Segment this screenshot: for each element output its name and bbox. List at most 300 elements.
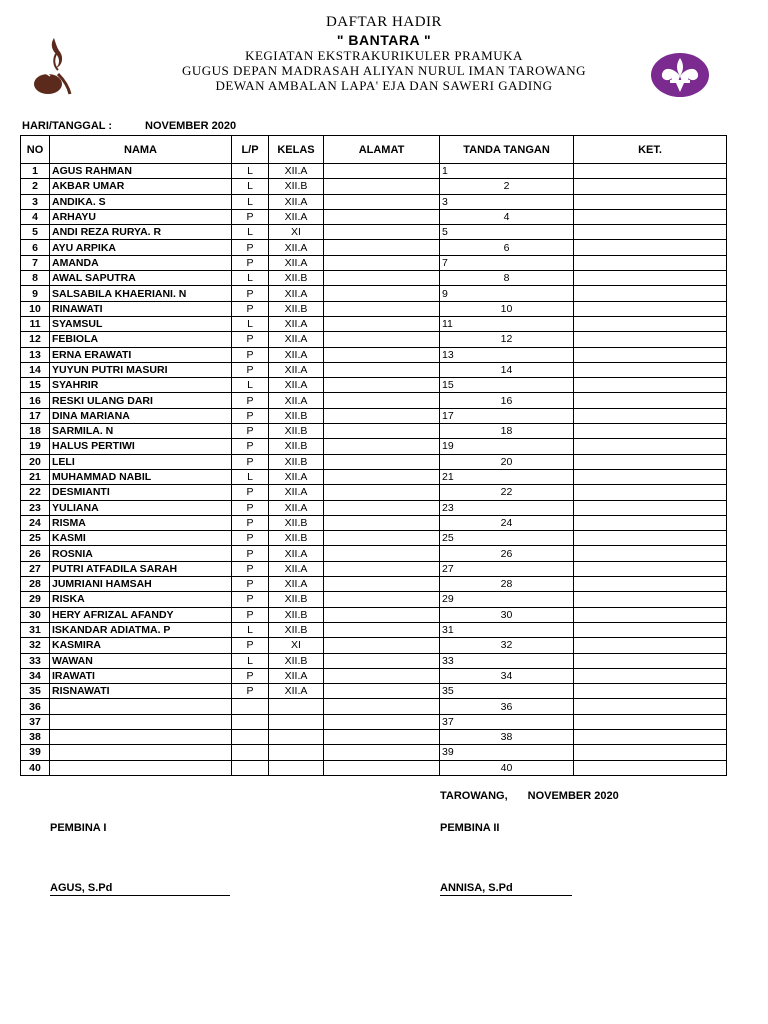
header-tanda-tangan: TANDA TANGAN <box>440 136 574 164</box>
student-address <box>324 515 440 530</box>
table-row <box>21 347 727 362</box>
row-number: 3 <box>21 194 50 209</box>
table-row <box>21 454 727 469</box>
table-row <box>21 577 727 592</box>
table-row <box>21 714 727 729</box>
row-number: 30 <box>21 607 50 622</box>
signature-cell: 27 <box>440 561 574 576</box>
table-row <box>21 638 727 653</box>
student-gender: P <box>232 408 269 423</box>
student-name: SYAMSUL <box>50 316 232 331</box>
signature-cell: 15 <box>440 378 574 393</box>
student-class <box>269 760 324 775</box>
table-row <box>21 179 727 194</box>
student-name: ROSNIA <box>50 546 232 561</box>
remark-cell <box>574 179 727 194</box>
row-number: 25 <box>21 531 50 546</box>
student-address <box>324 408 440 423</box>
student-class: XII.A <box>269 561 324 576</box>
remark-cell <box>574 439 727 454</box>
row-number: 32 <box>21 638 50 653</box>
student-name: HERY AFRIZAL AFANDY <box>50 607 232 622</box>
remark-cell <box>574 164 727 179</box>
student-name: FEBIOLA <box>50 332 232 347</box>
student-address <box>324 531 440 546</box>
student-address <box>324 745 440 760</box>
student-name: KASMI <box>50 531 232 546</box>
student-address <box>324 729 440 744</box>
row-number: 8 <box>21 271 50 286</box>
signature-cell: 21 <box>440 469 574 484</box>
row-number: 9 <box>21 286 50 301</box>
remark-cell <box>574 424 727 439</box>
student-address <box>324 638 440 653</box>
table-row <box>21 393 727 408</box>
table-row <box>21 271 727 286</box>
row-number: 26 <box>21 546 50 561</box>
table-row <box>21 469 727 484</box>
student-address <box>324 362 440 377</box>
student-name: AWAL SAPUTRA <box>50 271 232 286</box>
student-name: RISNAWATI <box>50 684 232 699</box>
student-name: AKBAR UMAR <box>50 179 232 194</box>
signature-cell: 5 <box>440 225 574 240</box>
student-class: XII.A <box>269 332 324 347</box>
student-gender: P <box>232 500 269 515</box>
student-name: LELI <box>50 454 232 469</box>
remark-cell <box>574 225 727 240</box>
remark-cell <box>574 699 727 714</box>
row-number: 36 <box>21 699 50 714</box>
student-gender: L <box>232 469 269 484</box>
signature-place-date <box>440 790 619 802</box>
row-number: 12 <box>21 332 50 347</box>
student-class: XII.A <box>269 485 324 500</box>
student-class: XII.A <box>269 164 324 179</box>
signature-cell: 7 <box>440 255 574 270</box>
student-class: XII.A <box>269 378 324 393</box>
student-address <box>324 469 440 484</box>
row-number: 18 <box>21 424 50 439</box>
remark-cell <box>574 209 727 224</box>
student-class: XII.B <box>269 622 324 637</box>
student-name: RINAWATI <box>50 301 232 316</box>
remark-cell <box>574 286 727 301</box>
student-name: SYAHRIR <box>50 378 232 393</box>
student-gender: L <box>232 378 269 393</box>
student-address <box>324 577 440 592</box>
remark-cell <box>574 561 727 576</box>
student-class: XII.B <box>269 179 324 194</box>
remark-cell <box>574 546 727 561</box>
remark-cell <box>574 515 727 530</box>
table-row <box>21 561 727 576</box>
signature-cell: 10 <box>440 301 574 316</box>
student-address <box>324 714 440 729</box>
row-number: 6 <box>21 240 50 255</box>
remark-cell <box>574 592 727 607</box>
table-row <box>21 316 727 331</box>
table-row <box>21 668 727 683</box>
header-kelas: KELAS <box>269 136 324 164</box>
table-row <box>21 485 727 500</box>
table-row <box>21 240 727 255</box>
student-class: XII.B <box>269 439 324 454</box>
student-name: DINA MARIANA <box>50 408 232 423</box>
remark-cell <box>574 500 727 515</box>
student-class: XII.B <box>269 607 324 622</box>
student-name: DESMIANTI <box>50 485 232 500</box>
student-gender: P <box>232 209 269 224</box>
row-number: 23 <box>21 500 50 515</box>
row-number: 22 <box>21 485 50 500</box>
student-address <box>324 378 440 393</box>
signature-cell: 11 <box>440 316 574 331</box>
student-gender: L <box>232 194 269 209</box>
signature-cell: 20 <box>440 454 574 469</box>
student-name: ANDI REZA RURYA. R <box>50 225 232 240</box>
student-address <box>324 225 440 240</box>
row-number: 2 <box>21 179 50 194</box>
signature-cell: 37 <box>440 714 574 729</box>
student-class: XII.B <box>269 301 324 316</box>
student-address <box>324 347 440 362</box>
table-row <box>21 439 727 454</box>
pembina-2-name: ANNISA, S.Pd <box>440 882 572 896</box>
table-row <box>21 362 727 377</box>
signature-cell: 12 <box>440 332 574 347</box>
signature-cell: 3 <box>440 194 574 209</box>
signature-cell: 22 <box>440 485 574 500</box>
table-row <box>21 729 727 744</box>
remark-cell <box>574 316 727 331</box>
remark-cell <box>574 714 727 729</box>
student-address <box>324 316 440 331</box>
document-subtitle: " BANTARA " <box>336 32 432 48</box>
remark-cell <box>574 622 727 637</box>
signature-cell: 36 <box>440 699 574 714</box>
row-number: 13 <box>21 347 50 362</box>
student-name: KASMIRA <box>50 638 232 653</box>
signature-cell: 30 <box>440 607 574 622</box>
signature-cell: 24 <box>440 515 574 530</box>
student-name: WAWAN <box>50 653 232 668</box>
student-class: XII.A <box>269 500 324 515</box>
student-name: ERNA ERAWATI <box>50 347 232 362</box>
header-alamat: ALAMAT <box>324 136 440 164</box>
student-class <box>269 745 324 760</box>
student-class: XI <box>269 225 324 240</box>
remark-cell <box>574 638 727 653</box>
remark-cell <box>574 745 727 760</box>
row-number: 31 <box>21 622 50 637</box>
student-gender: P <box>232 592 269 607</box>
student-gender: P <box>232 485 269 500</box>
row-number: 10 <box>21 301 50 316</box>
signature-cell: 29 <box>440 592 574 607</box>
student-gender: L <box>232 316 269 331</box>
row-number: 38 <box>21 729 50 744</box>
student-address <box>324 194 440 209</box>
table-row <box>21 209 727 224</box>
remark-cell <box>574 194 727 209</box>
student-class: XII.B <box>269 408 324 423</box>
table-row <box>21 684 727 699</box>
student-address <box>324 684 440 699</box>
row-number: 11 <box>21 316 50 331</box>
signature-cell: 14 <box>440 362 574 377</box>
student-name: ANDIKA. S <box>50 194 232 209</box>
table-row <box>21 332 727 347</box>
row-number: 28 <box>21 577 50 592</box>
student-gender: P <box>232 439 269 454</box>
row-number: 21 <box>21 469 50 484</box>
student-name: AYU ARPIKA <box>50 240 232 255</box>
table-row <box>21 745 727 760</box>
student-gender <box>232 729 269 744</box>
student-class: XII.A <box>269 362 324 377</box>
row-number: 19 <box>21 439 50 454</box>
student-address <box>324 485 440 500</box>
student-gender: P <box>232 668 269 683</box>
row-number: 5 <box>21 225 50 240</box>
student-gender: P <box>232 286 269 301</box>
student-address <box>324 546 440 561</box>
student-class: XII.A <box>269 347 324 362</box>
student-gender: P <box>232 393 269 408</box>
student-address <box>324 607 440 622</box>
student-gender: P <box>232 424 269 439</box>
student-class: XII.B <box>269 515 324 530</box>
student-address <box>324 668 440 683</box>
signature-cell: 23 <box>440 500 574 515</box>
remark-cell <box>574 393 727 408</box>
student-name: HALUS PERTIWI <box>50 439 232 454</box>
student-address <box>324 592 440 607</box>
row-number: 24 <box>21 515 50 530</box>
student-address <box>324 240 440 255</box>
signature-cell: 25 <box>440 531 574 546</box>
student-gender <box>232 760 269 775</box>
signature-cell: 1 <box>440 164 574 179</box>
student-class: XII.A <box>269 668 324 683</box>
student-class: XII.B <box>269 424 324 439</box>
student-address <box>324 164 440 179</box>
student-name: YUYUN PUTRI MASURI <box>50 362 232 377</box>
row-number: 33 <box>21 653 50 668</box>
student-gender: P <box>232 531 269 546</box>
student-address <box>324 255 440 270</box>
student-gender: L <box>232 271 269 286</box>
row-number: 40 <box>21 760 50 775</box>
remark-cell <box>574 332 727 347</box>
table-row <box>21 622 727 637</box>
table-row <box>21 699 727 714</box>
student-class: XII.A <box>269 240 324 255</box>
student-gender <box>232 714 269 729</box>
student-gender: L <box>232 225 269 240</box>
table-header-row <box>21 136 727 164</box>
remark-cell <box>574 668 727 683</box>
student-class: XI <box>269 638 324 653</box>
signature-cell: 38 <box>440 729 574 744</box>
signature-cell: 26 <box>440 546 574 561</box>
table-row <box>21 653 727 668</box>
student-gender: P <box>232 255 269 270</box>
signature-cell: 39 <box>440 745 574 760</box>
signature-cell: 17 <box>440 408 574 423</box>
student-gender: P <box>232 684 269 699</box>
student-gender: P <box>232 638 269 653</box>
student-class: XII.A <box>269 209 324 224</box>
student-class: XII.A <box>269 316 324 331</box>
header-line-2: GUGUS DEPAN MADRASAH ALIYAN NURUL IMAN TAROWANG <box>181 63 587 78</box>
remark-cell <box>574 577 727 592</box>
header-no: NO <box>21 136 50 164</box>
student-class: XII.A <box>269 684 324 699</box>
student-gender: P <box>232 546 269 561</box>
student-class: XII.B <box>269 271 324 286</box>
row-number: 4 <box>21 209 50 224</box>
signature-cell: 31 <box>440 622 574 637</box>
remark-cell <box>574 454 727 469</box>
student-class: XII.B <box>269 653 324 668</box>
student-name: IRAWATI <box>50 668 232 683</box>
student-address <box>324 332 440 347</box>
signature-cell: 18 <box>440 424 574 439</box>
signature-cell: 34 <box>440 668 574 683</box>
table-row <box>21 424 727 439</box>
table-row <box>21 515 727 530</box>
student-address <box>324 179 440 194</box>
student-address <box>324 653 440 668</box>
student-address <box>324 699 440 714</box>
student-class: XII.A <box>269 393 324 408</box>
row-number: 15 <box>21 378 50 393</box>
table-row <box>21 301 727 316</box>
student-address <box>324 271 440 286</box>
row-number: 14 <box>21 362 50 377</box>
student-address <box>324 424 440 439</box>
student-class <box>269 699 324 714</box>
student-class: XII.A <box>269 194 324 209</box>
student-class <box>269 729 324 744</box>
header-line-1: KEGIATAN EKSTRAKURIKULER PRAMUKA <box>245 48 523 63</box>
student-gender: P <box>232 240 269 255</box>
student-name <box>50 729 232 744</box>
student-gender: P <box>232 515 269 530</box>
remark-cell <box>574 255 727 270</box>
table-row <box>21 760 727 775</box>
remark-cell <box>574 485 727 500</box>
student-gender: P <box>232 577 269 592</box>
row-number: 35 <box>21 684 50 699</box>
student-name <box>50 699 232 714</box>
student-address <box>324 286 440 301</box>
student-address <box>324 454 440 469</box>
student-name: MUHAMMAD NABIL <box>50 469 232 484</box>
table-row <box>21 286 727 301</box>
row-number: 34 <box>21 668 50 683</box>
student-address <box>324 439 440 454</box>
signature-cell: 35 <box>440 684 574 699</box>
table-row <box>21 531 727 546</box>
row-number: 20 <box>21 454 50 469</box>
student-class: XII.A <box>269 255 324 270</box>
row-number: 16 <box>21 393 50 408</box>
student-class: XII.A <box>269 469 324 484</box>
student-name <box>50 745 232 760</box>
student-gender: P <box>232 607 269 622</box>
student-address <box>324 209 440 224</box>
table-row <box>21 194 727 209</box>
student-class: XII.A <box>269 577 324 592</box>
table-row <box>21 378 727 393</box>
header-lp: L/P <box>232 136 269 164</box>
student-address <box>324 760 440 775</box>
table-row <box>21 500 727 515</box>
remark-cell <box>574 729 727 744</box>
attendance-table <box>20 135 727 776</box>
remark-cell <box>574 408 727 423</box>
student-gender: P <box>232 347 269 362</box>
row-number: 1 <box>21 164 50 179</box>
student-class: XII.B <box>269 531 324 546</box>
student-gender: P <box>232 561 269 576</box>
student-name: RESKI ULANG DARI <box>50 393 232 408</box>
remark-cell <box>574 271 727 286</box>
student-class: XII.A <box>269 286 324 301</box>
table-row <box>21 607 727 622</box>
remark-cell <box>574 240 727 255</box>
student-name: RISKA <box>50 592 232 607</box>
student-name <box>50 760 232 775</box>
student-class: XII.B <box>269 592 324 607</box>
row-number: 27 <box>21 561 50 576</box>
date-label: HARI/TANGGAL : <box>22 120 113 132</box>
student-address <box>324 622 440 637</box>
remark-cell <box>574 347 727 362</box>
remark-cell <box>574 531 727 546</box>
pembina-1-label: PEMBINA I <box>50 822 107 834</box>
student-gender: P <box>232 454 269 469</box>
student-address <box>324 393 440 408</box>
student-gender: L <box>232 622 269 637</box>
remark-cell <box>574 301 727 316</box>
remark-cell <box>574 378 727 393</box>
signature-cell: 4 <box>440 209 574 224</box>
table-row <box>21 164 727 179</box>
student-address <box>324 561 440 576</box>
pembina-1-name: AGUS, S.Pd <box>50 882 230 896</box>
table-row <box>21 408 727 423</box>
student-name: JUMRIANI HAMSAH <box>50 577 232 592</box>
student-name: AGUS RAHMAN <box>50 164 232 179</box>
remark-cell <box>574 469 727 484</box>
student-address <box>324 301 440 316</box>
student-gender: L <box>232 179 269 194</box>
remark-cell <box>574 684 727 699</box>
student-class <box>269 714 324 729</box>
student-name: ISKANDAR ADIATMA. P <box>50 622 232 637</box>
signature-cell: 16 <box>440 393 574 408</box>
header-ket: KET. <box>574 136 727 164</box>
student-gender <box>232 699 269 714</box>
header-nama: NAMA <box>50 136 232 164</box>
signature-cell: 33 <box>440 653 574 668</box>
student-name: YULIANA <box>50 500 232 515</box>
table-row <box>21 225 727 240</box>
